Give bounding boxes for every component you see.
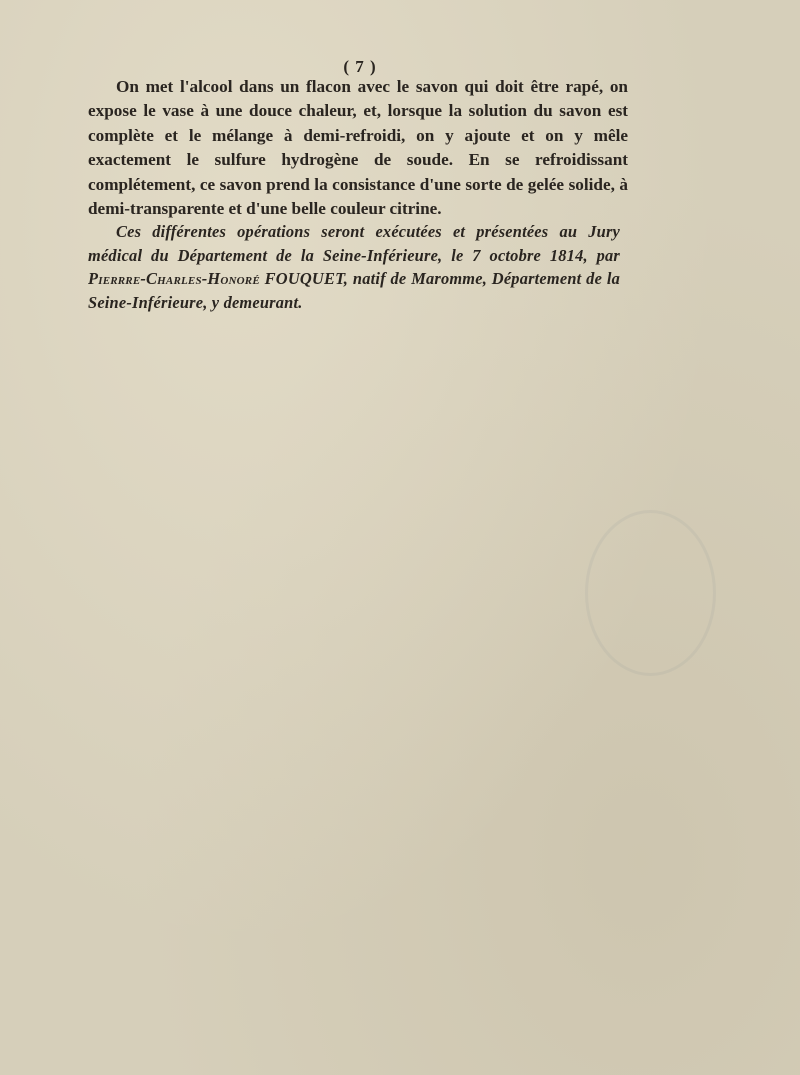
bleed-through-text: [0, 450, 800, 484]
closing-tail: , natif de Maromme, Département de la Seine-Inférieure, y demeurant.: [88, 269, 620, 312]
author-surname: FOUQUET: [259, 269, 344, 289]
closing-lead: Ces différentes opérations seront exécutées et présentées au Jury médical du Département de la Seine-Inférieure, le 7 octobre 1814, par: [88, 222, 620, 265]
bleed-through-seal: [585, 510, 716, 676]
bleed-through-text: [0, 320, 800, 379]
author-given-names: Pierrre-Charles-Honoré: [88, 269, 260, 289]
body-paragraph: On met l'alcool dans un flacon avec le savon qui doit être rapé, on expose le vase à une douce chaleur, et, lorsque la solution du savon est complète et le mélange à demi-refroidi, on y ajoute et on y mêle exactement le sulfure hydrogène de soude. En se refroidissant complétement, ce savon prend la consistance d'une sorte de gelée solide, à demi-transparente et d'une belle couleur citrine.: [88, 77, 628, 219]
bleed-through-text: [0, 395, 800, 429]
closing-paragraph: [88, 220, 620, 314]
page-number: ( 7 ): [343, 57, 377, 76]
